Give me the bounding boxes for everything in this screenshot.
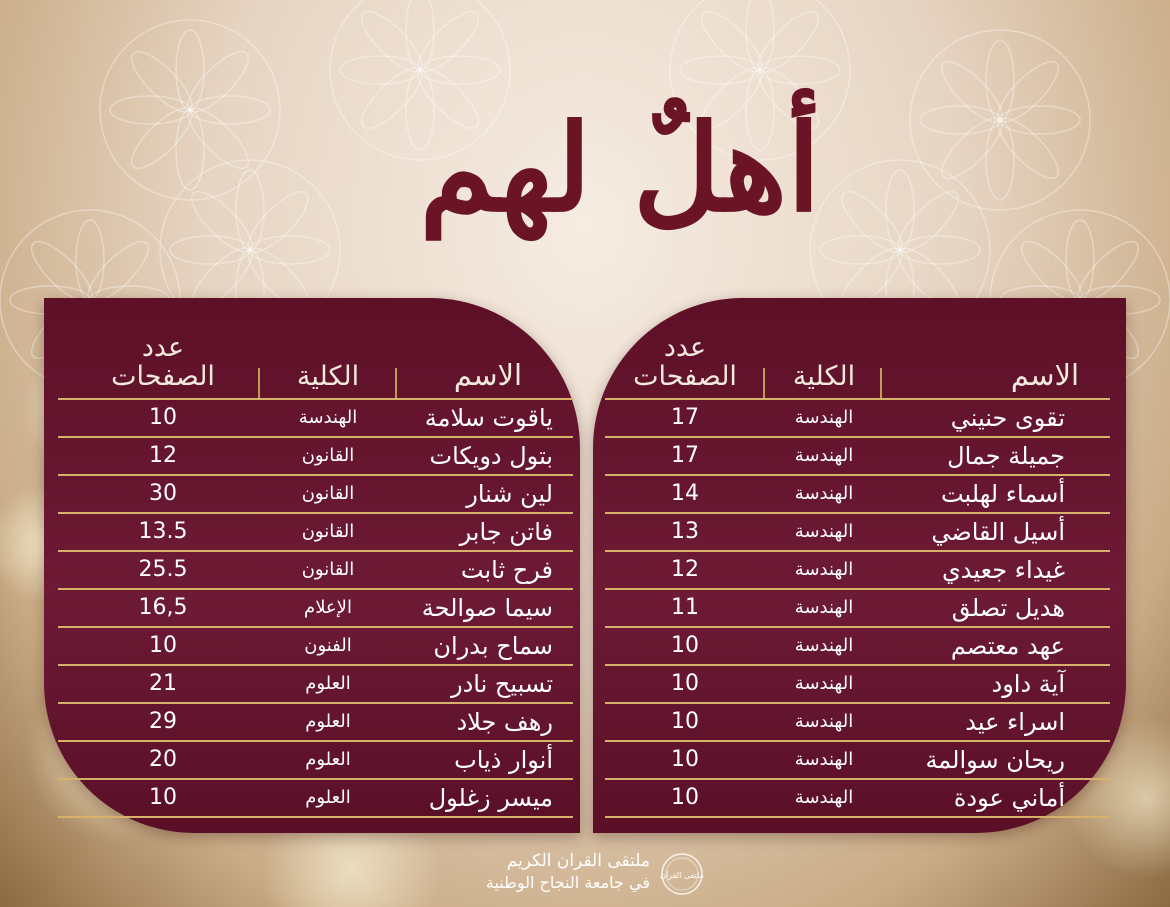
student-name: ريحان سوالمة — [925, 746, 1065, 774]
header-divider — [763, 368, 765, 398]
title-text: أهلٌ لهم — [419, 98, 821, 239]
header-name: الاسم — [453, 358, 523, 392]
student-name: أنوار ذياب — [454, 746, 553, 774]
college-name: الهندسة — [794, 559, 854, 580]
student-name: هديل تصلق — [951, 594, 1065, 622]
table-row — [58, 476, 573, 514]
header-pages-bottom: الصفحات — [111, 361, 215, 392]
student-name: فاتن جابر — [459, 518, 553, 546]
page-count: 14 — [671, 481, 699, 506]
college-name: الإعلام — [304, 597, 352, 618]
table-row — [58, 780, 573, 818]
page-count: 13 — [671, 519, 699, 544]
student-name: غيداء جعيدي — [941, 556, 1065, 584]
student-name: عهد معتصم — [950, 632, 1065, 660]
page-count: 25.5 — [138, 557, 188, 582]
table-row — [605, 476, 1110, 514]
table-row — [58, 704, 573, 742]
right-list-panel — [593, 298, 1126, 833]
student-name: سيما صوالحة — [421, 594, 553, 622]
page-count: 12 — [671, 557, 699, 582]
page-count: 11 — [671, 595, 699, 620]
college-name: الهندسة — [794, 407, 854, 428]
table-row — [58, 666, 573, 704]
student-name: آية داود — [991, 670, 1065, 698]
table-row — [58, 742, 573, 780]
student-name: فرح ثابت — [460, 556, 553, 584]
table-row — [605, 514, 1110, 552]
table-row — [605, 780, 1110, 818]
logo-text: ملتقى القرآن — [660, 871, 704, 880]
table-row — [58, 514, 573, 552]
right-table-header — [605, 298, 1110, 398]
page-count: 10 — [149, 785, 177, 810]
left-rows — [58, 400, 573, 818]
college-name: القانون — [301, 445, 355, 466]
table-row — [605, 400, 1110, 438]
page-count: 29 — [149, 709, 177, 734]
header-divider — [880, 368, 882, 398]
page-count: 10 — [671, 709, 699, 734]
college-name: الهندسة — [794, 749, 854, 770]
college-name: الهندسة — [794, 597, 854, 618]
page-count: 30 — [149, 481, 177, 506]
college-name: الهندسة — [298, 407, 358, 428]
page-count: 21 — [149, 671, 177, 696]
header-pages-top: عدد — [663, 332, 707, 363]
left-table-header — [58, 298, 573, 398]
table-row — [605, 666, 1110, 704]
page-count: 10 — [671, 671, 699, 696]
table-row — [605, 704, 1110, 742]
page-count: 10 — [671, 785, 699, 810]
footer-line-1: ملتقى القران الكريم — [506, 851, 650, 871]
header-divider — [395, 368, 397, 398]
table-row — [58, 590, 573, 628]
footer-text — [486, 850, 650, 894]
student-name: تسبيح نادر — [451, 670, 553, 698]
college-name: العلوم — [305, 749, 351, 770]
college-name: الهندسة — [794, 787, 854, 808]
table-row — [58, 438, 573, 476]
student-name: سماح بدران — [433, 632, 553, 660]
club-logo — [660, 852, 704, 896]
page-count: 20 — [149, 747, 177, 772]
student-name: ياقوت سلامة — [424, 404, 553, 432]
student-name: أماني عودة — [953, 784, 1065, 812]
header-divider — [258, 368, 260, 398]
page-count: 17 — [671, 405, 699, 430]
student-name: ميسر زغلول — [428, 784, 553, 812]
student-name: بتول دويكات — [429, 442, 553, 470]
college-name: الهندسة — [794, 483, 854, 504]
table-row — [58, 628, 573, 666]
page-count: 13.5 — [138, 519, 188, 544]
college-name: القانون — [301, 521, 355, 542]
header-name: الاسم — [1010, 358, 1080, 392]
footer — [410, 850, 710, 900]
header-pages-top: عدد — [141, 332, 185, 363]
table-row — [605, 552, 1110, 590]
page-count: 17 — [671, 443, 699, 468]
student-name: رهف جلاد — [456, 708, 553, 736]
table-row — [58, 400, 573, 438]
calligraphy-title — [419, 15, 821, 300]
footer-line-2: في جامعة النجاح الوطنية — [485, 873, 650, 892]
table-row — [605, 590, 1110, 628]
header-college: الكلية — [296, 361, 360, 392]
college-name: الفنون — [304, 635, 352, 656]
page-count: 16,5 — [138, 595, 188, 620]
page-count: 10 — [149, 405, 177, 430]
table-row — [58, 552, 573, 590]
college-name: العلوم — [305, 673, 351, 694]
college-name: العلوم — [305, 787, 351, 808]
left-table — [58, 298, 573, 818]
college-name: الهندسة — [794, 445, 854, 466]
page-count: 10 — [149, 633, 177, 658]
page-count: 10 — [671, 633, 699, 658]
college-name: القانون — [301, 559, 355, 580]
college-name: العلوم — [305, 711, 351, 732]
student-name: لين شنار — [466, 480, 553, 508]
header-college: الكلية — [792, 361, 856, 392]
student-name: اسراء عيد — [965, 708, 1065, 736]
page-count: 10 — [671, 747, 699, 772]
student-name: تقوى حنيني — [950, 404, 1065, 432]
right-rows — [605, 400, 1110, 818]
header-pages-bottom: الصفحات — [633, 361, 737, 392]
student-name: أسماء لهلبت — [940, 480, 1065, 508]
student-name: أسيل القاضي — [931, 518, 1065, 546]
college-name: الهندسة — [794, 521, 854, 542]
college-name: الهندسة — [794, 673, 854, 694]
table-row — [605, 742, 1110, 780]
table-row — [605, 438, 1110, 476]
student-name: جميلة جمال — [947, 442, 1065, 470]
right-table — [605, 298, 1110, 818]
college-name: الهندسة — [794, 635, 854, 656]
left-list-panel — [44, 298, 580, 833]
page-count: 12 — [149, 443, 177, 468]
college-name: القانون — [301, 483, 355, 504]
college-name: الهندسة — [794, 711, 854, 732]
table-row — [605, 628, 1110, 666]
